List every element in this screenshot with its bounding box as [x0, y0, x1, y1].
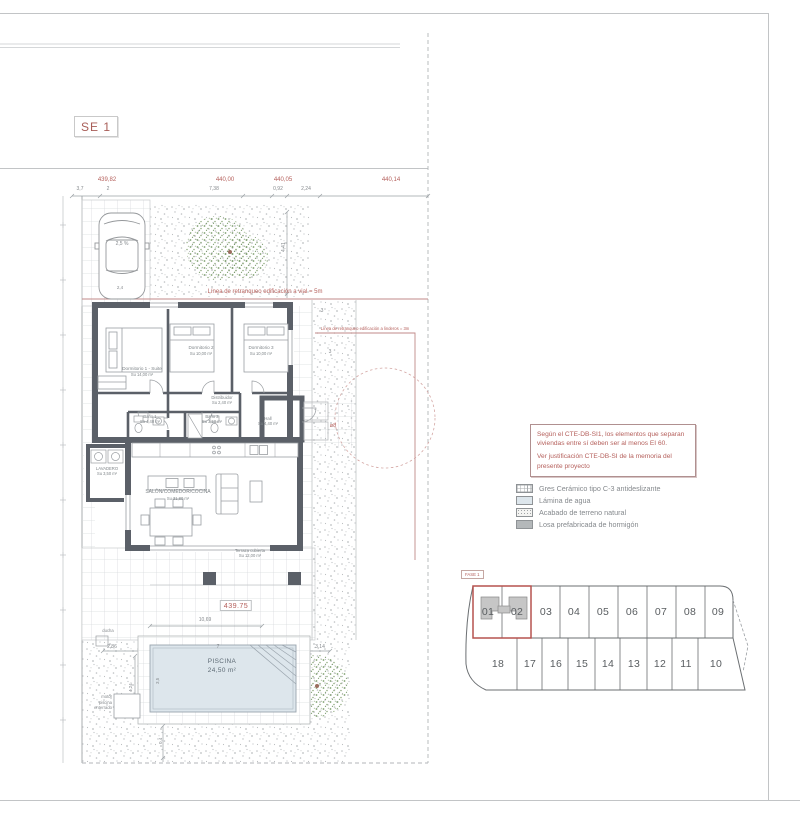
shower-label: ducha	[102, 628, 114, 633]
plot-number: 10	[709, 658, 723, 670]
pool-dim-label: 3,5	[155, 677, 160, 684]
drawing-code: SE 1	[74, 116, 118, 137]
room-label-bano1: Baño 1 Su 4,40 m²	[139, 414, 161, 425]
legend-item-concrete: Losa prefabricada de hormigón	[516, 520, 660, 529]
pool-dim-label: 4,24	[128, 683, 133, 692]
phase-label: FASE 1	[461, 570, 484, 579]
room-label-terraza: Terraza cubierta Su 12,00 m²	[234, 548, 266, 559]
plot-number: 01	[481, 606, 495, 618]
fire-note-line2: Ver justificación CTE-DB-SI de la memoria del presente proyecto	[537, 453, 672, 470]
room-label-dorm1: Dormitorio 1 - Suite Su 14,00 m²	[122, 366, 162, 377]
room-label-hall: Hall Su 4,40 m²	[257, 416, 279, 427]
level-label: 440,05	[273, 177, 293, 183]
plot-number: 02	[510, 606, 524, 618]
slope-label: 2,5 %	[115, 241, 129, 247]
room-label-distribuidor: Distribuidor Su 2,40 m²	[211, 395, 233, 406]
concrete-swatch-icon	[516, 520, 533, 529]
side-dim-label: 3	[320, 308, 324, 314]
plot-number: 16	[549, 658, 563, 670]
dim-label: 7,38	[209, 186, 219, 192]
terrace-level-label: 439.75	[220, 600, 252, 611]
dim-label: 2	[106, 186, 110, 192]
fire-note-line1: Según el CTE-DB-SI1, los elementos que separan viviendas entre sí deben ser al menos EI 60.	[537, 431, 685, 448]
pool-motor-label: motor piscina enterrado	[94, 694, 112, 711]
keyplan-map	[466, 586, 748, 690]
car-width-label: 2,4	[116, 285, 124, 290]
materials-legend	[516, 484, 660, 529]
terrace-width-label: 10,69	[198, 617, 212, 623]
plot-number: 18	[491, 658, 505, 670]
level-label: 439,82	[97, 177, 117, 183]
plot-number: 17	[523, 658, 537, 670]
dim-label: 0,92	[273, 186, 283, 192]
plot-number: 13	[627, 658, 641, 670]
side-dim-label: 3	[328, 349, 332, 355]
plot-number: 08	[683, 606, 697, 618]
plot-number: 14	[601, 658, 615, 670]
room-label-dorm2: Dormitorio 2 Su 10,00 m²	[188, 345, 214, 356]
plot-number: 06	[625, 606, 639, 618]
plot-number: 04	[567, 606, 581, 618]
setback-linderos-label: Línea de retranqueo edificación a linderos = 3m	[320, 326, 410, 331]
room-label-bano2: Baño 2 Su 3,50 m²	[201, 414, 223, 425]
terrain-swatch-icon	[516, 508, 533, 517]
ceramic-swatch-icon	[516, 484, 533, 493]
water-swatch-icon	[516, 496, 533, 505]
legend-item-ceramic: Gres Cerámico tipo C-3 antideslizante	[516, 484, 660, 493]
tree-diameter-label: ø8	[329, 423, 337, 429]
pool-name-label: PISCINA 24,50 m²	[207, 658, 237, 674]
pool-dim-label: 7	[216, 644, 220, 650]
bottom-gap-label: 0,4	[158, 737, 163, 744]
plot-number: 05	[596, 606, 610, 618]
room-label-lavadero: LAVADERO Su 3,50 m²	[95, 466, 119, 477]
plot-number: 11	[680, 658, 692, 670]
pool-dim-label: 2,86	[107, 644, 117, 650]
pool-motor-box	[114, 694, 140, 718]
level-label: 440,14	[381, 177, 401, 183]
plot-number: 09	[711, 606, 725, 618]
dim-label: 3,7	[76, 186, 84, 192]
legend-item-water: Lámina de agua	[516, 496, 660, 505]
setback-vial-label: Línea de retranqueo edificación a vial = 5m	[207, 289, 323, 295]
plot-number: 15	[575, 658, 589, 670]
room-label-dorm3: Dormitorio 3 Su 10,00 m²	[248, 345, 274, 356]
plot-number: 12	[653, 658, 667, 670]
pool-dim-label: 3,14	[315, 644, 325, 650]
dim-label: 2,24	[301, 186, 311, 192]
fire-note-box	[530, 424, 696, 477]
legend-item-terrain: Acabado de terreno natural	[516, 508, 660, 517]
plot-number: 07	[654, 606, 668, 618]
room-label-salon: SALÓN/COMEDOR/COCINA Su 31,80 m²	[145, 489, 211, 501]
plot-number: 03	[539, 606, 553, 618]
depth-label: 4,41	[281, 242, 287, 252]
level-label: 440,00	[215, 177, 235, 183]
